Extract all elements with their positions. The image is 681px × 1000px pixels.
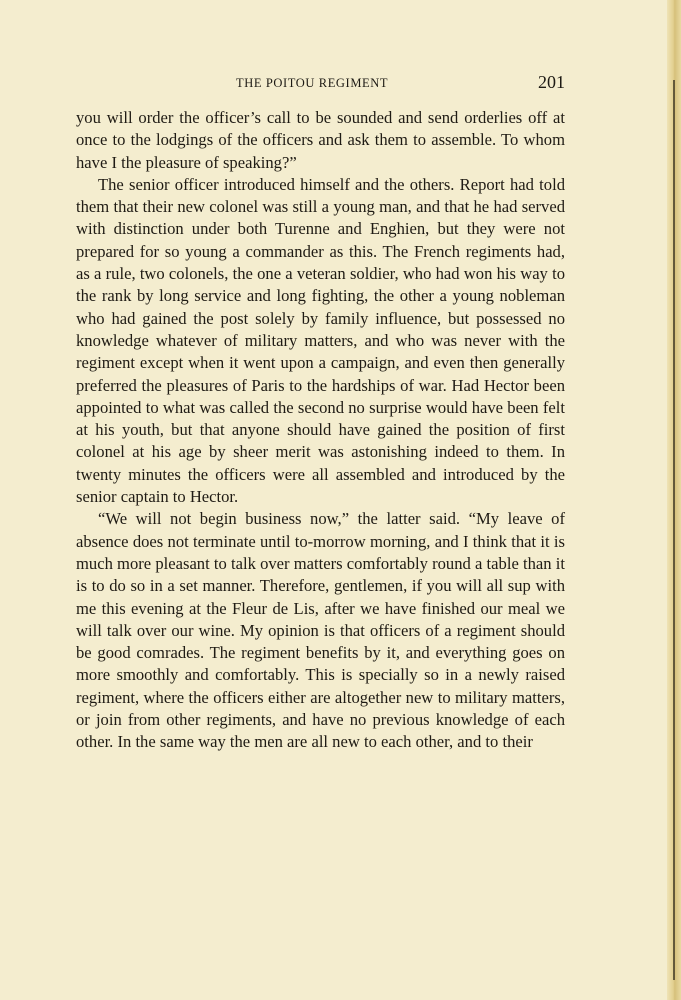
body-text (76, 107, 565, 754)
paragraph-hector-speech: “We will not begin business now,” the latter said. “My leave of absence does not terminate until to-morrow morning, and I think that it is much more pleasant to talk over matters comfortably round a table than it is to do so in a set manner. Therefore, gentlemen, if you will all sup with me this evening at the Fleur de Lis, after we have finished our meal we will talk over our wine. My opinion is that officers of a regiment should be good comrades. The regiment benefits by it, and everything goes on more smoothly and comfortably. This is specially so in a newly raised regiment, where the officers either are altogether new to military matters, or join from other regiments, and have no previous knowledge of each other. In the same way the men are all new to each other, and to their (76, 509, 565, 752)
page-number: 201 (538, 72, 565, 92)
paragraph-senior-officer: The senior officer introduced himself and the others. Report had told them that their new colonel was still a young man, and that he had served with distinction under both Turenne and Enghien, but they were not prepared for so young a commander as this. The French regiments had, as a rule, two colonels, the one a veteran soldier, who had won his way to the rank by long service and long fighting, the other a young nobleman who had gained the post solely by family influence, but possessed no knowledge whatever of military matters, and who was never with the regiment except when it went upon a campaign, and even then generally preferred the pleasures of Paris to the hardships of war. Had Hector been appointed to what was called the second no surprise would have been felt at his youth, but that anyone should have gained the position of first colonel at his age by sheer merit was astonishing indeed to them. In twenty minutes the officers were all assembled and introduced by the senior captain to Hector. (76, 174, 565, 507)
page-edge-binding (667, 0, 681, 1000)
page-header (76, 74, 565, 96)
running-title: THE POITOU REGIMENT (236, 76, 389, 90)
paragraph-continuation: you will order the officer’s call to be sounded and send orderlies off at once to the lodgings of the officers and ask them to assemble. To whom have I the pleasure of speaking?” (76, 108, 565, 172)
